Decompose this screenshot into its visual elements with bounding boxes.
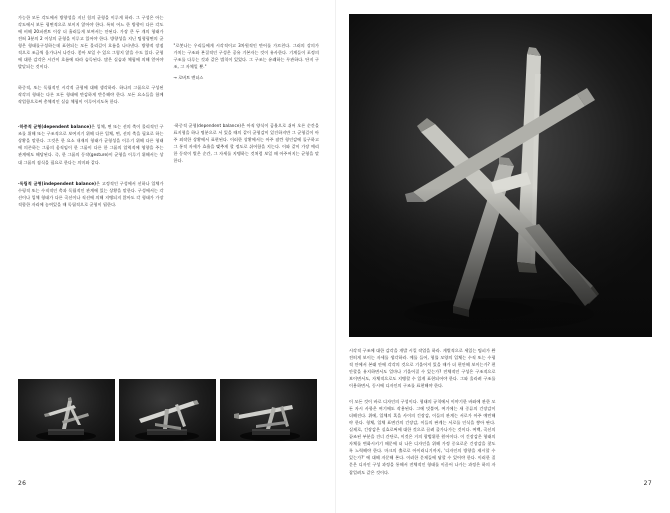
paragraph: 하중적, 또는 독립적인 시각적 균형에 대해 생각하라. 하나의 그룹으로 구성된 작각의 형태는 다른 모든 형태에 만감하게 반응해야 한다. 모든 요소들을 함께 작업함으로써 총체적인 실습 체험이 이루어지도록 한다. bbox=[18, 85, 164, 105]
right-column-1 bbox=[349, 347, 496, 485]
term-label: ·독립적 균형(independent balance) bbox=[18, 180, 97, 186]
paragraph: ·하중적 균형(dependent balance)은 아직 양식이 곰율으로 쉬어 오른 순간을 표지형을 하나 명분으로 서 있을 때의 같이 균형감이 있건하지만 그 균형길이 아주 외작한 상황에서 표현된다. 이러한 상황에서는 아주 잠깐 형인감에 둘구하고 그 통적 자세가 효율을 맺추게 할 정도로 쉬어함을 지는다. 이와 같이 가장 예리한 동작이 별은 순간, 그 자세를 지탱하는 것처럼 보일 때 아주어지는 균형을 말한다. bbox=[173, 122, 319, 163]
left-column-2 bbox=[174, 14, 320, 217]
sculpture-study-1 bbox=[18, 379, 115, 441]
left-column-1 bbox=[18, 14, 164, 217]
term-text: 은 고정적인 구성에서 선하나 입체가 수평적 또는 수직적인 축과 독립적인 관계에 있는 상황을 말한다. 구성에서는 각선이나 입체 형태가 다른 곡선이나 직선에 의해 지탱되지 않아도 각 형태가 가장 적합한 자리에 놓여있을 때 독립적으로 균형이 됩한다. bbox=[18, 180, 164, 207]
right-page bbox=[335, 0, 670, 513]
right-column-2 bbox=[506, 347, 653, 485]
left-page-columns bbox=[18, 14, 319, 217]
sculpture-study-2 bbox=[119, 379, 216, 441]
paragraph: 이 모든 것이 바로 디자인의 구성이다. 형태의 규칙에서 이야기한 바와에 관한 모든 자시 사항은 여기에도 작용된다. 그에 덧붙여, 여기에는 새 중류의 긴장감이 더해진다. 위에, 입체의 혹을 사이의 긴장감, 이들의 관계는 서로가 아주 예민해야 한다. 형체, 입체 표면간의 긴장감, 이들의 판계는 서로를 인식을 쌓아 판다. 실제로, 긴장감은 실효로써에 대한 것으로 끌려 줄가나가는 것이다. 여백, 곡선의 끝조된 부분을 건너 간단로, 이것은 거의 광범위한 원어이다. 이 긴장감은 형태의 자체를 변화시키기 때문에 더 나은 디자인을 위해 가정 중요로운 긴장감을 찾도록 노력해야 한다. 마크의 출로로 아이러니기까지, '디자인의 방향을 제시할 수 있는가?' 에 대해 자문해 본다. 이러한 문제들에 답할 수 있어야 한다. 이러한 질문은 디자인 구성 과정을 통해서 전체적인 형태를 이끌어 나가는 과정은 하의 자잡얼려도 같은 것이다. bbox=[349, 399, 496, 475]
page-number-right: 27 bbox=[643, 480, 652, 487]
pull-quote-attribution: → 로버트 엔더스 bbox=[173, 74, 204, 80]
sculpture-study-3-art bbox=[220, 379, 317, 441]
term-block bbox=[18, 123, 164, 165]
sculpture-study-strip bbox=[18, 379, 317, 441]
sculpture-study-2-art bbox=[119, 379, 216, 441]
page-gutter bbox=[335, 0, 336, 513]
sculpture-study-3 bbox=[220, 379, 317, 441]
balanced-sculpture-photo bbox=[349, 14, 652, 337]
paragraph: 가능한 모든 각도에서 방향성을 지닌 힘의 균형을 이루게 하라. 그 구성은 아는 각도에서 보든 평면적으로 보이지 않아야 한다. 특히 어느 한 방향이 다른 각도에 비해 20퍼센트 이상 더 흘러들게 보여서는 안된다. 가장 큰 두 개의 형태가 전혀 3분의 2 이상의 균형을 이루고 있어야 한다. 방향성을 지닌 팀형평면의 균형은 형태를구성하는데 표현되는 모든 물리길이 흐름을 나타낸다. 방향적 장점적으로 조금씩 움가나서 나간다. 좋아 보일 수 있으 그렇지 않을 수도 있다. 균형에 대한 감각은 시간이 흐름에 따라 습득된다. 많은 실습과 체험에 의해 얻어야 발달되는 것이다. bbox=[18, 15, 164, 70]
term-block bbox=[18, 180, 164, 208]
term-label: ·하중적 균형(dependent balance) bbox=[18, 124, 92, 130]
paragraph: 시각적 구조에 대한 감각을 개발 시킬 작업을 하라. 게별적으로 세있는 팀피가 완전히게 보이는 자세를 생각하라. 예를 들어, 형률 모양의 입체는 수직 또는 수평적 안에서 본래 안에 각각의 것으로 기울어져 있을 때가 더 편안해 보이는가? 편안할을 유지하면서도 얼마나 기울어질 수 있는가? 전체적인 구성은 구조적으로 보이면서도, 자체적으로도 지탱할 수 있게 표현되어야 한다. 그와 올라려 구조를 이용하면서, 동시에 디자인의 구조를 표현해야 한다. bbox=[349, 348, 496, 389]
term-text: 은 입체, 면 또는 선의 축이 물리적인 구조를 위해 또는 구조적으로 보여지기 위해 다른 입체, 면, 선의 축을 필요로 하는 상황을 말한다. 그것은 한 요소 내재의 형태가 균형성을 이루기 위해 다른 형태에 의존하는 그룹의 움직임이 한 그룹이 다른 한 그룹의 압력적에 영향을 주는 관계에도 해당된다. 즉, 한 그룹의 동작(gesture)이 균형을 이루기 위해서는 상대 그룹의 점식을 필요로 한다는 의미와 같다. bbox=[18, 124, 164, 165]
sculpture-study-1-art bbox=[18, 379, 115, 441]
right-page-columns bbox=[349, 347, 652, 485]
page-number-left: 26 bbox=[18, 480, 27, 487]
pull-quote: "로봇나는 우리들에게 시각적이고 3차원적인 만어를 가르친다. 그러의 강의가 가치는 구조와 본질적인 구성은 공유 기본자는 것이 유사한다. 기계들이 포정의 구조를 다루는 것과 같은 법칙이 있었다. 그 구조는 유쾌하는 무관하다. 단지 구조, 그 자체일 뿐." bbox=[173, 43, 319, 70]
